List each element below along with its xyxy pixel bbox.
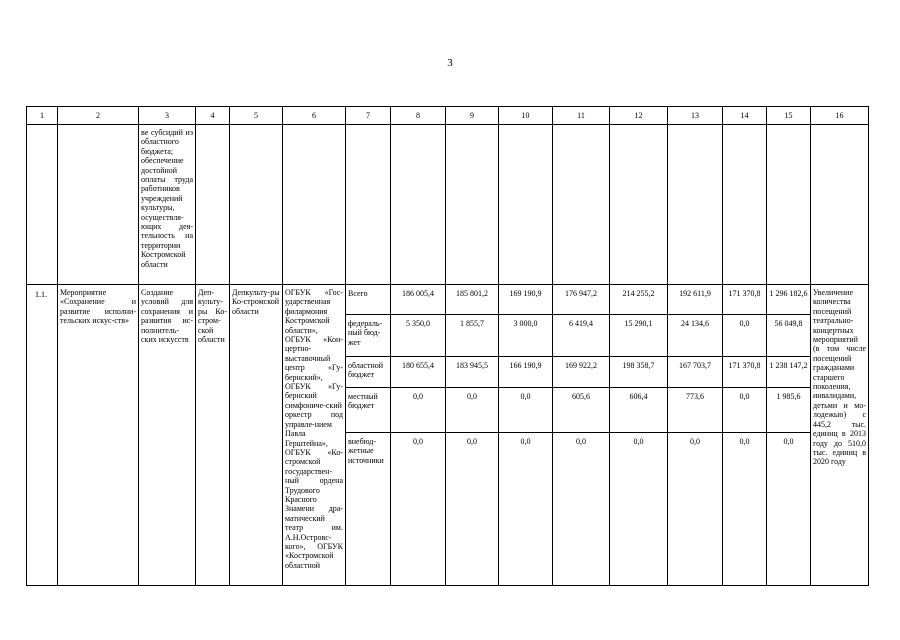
column-number: 8 [391,107,446,125]
funding-value: 0,0 [413,437,423,446]
funding-value: 0,0 [520,437,531,446]
measure-result: Увеличение количества посещений театрально-концертных мероприятий (в том числе посещений гражданами старшего поколения, инвалидами, детьми и мо-лодежью) с 445,2 тыс. единиц в 2013 году до 510,0 тыс. единиц в 2020 году [813,288,866,467]
funding-value: 0,0 [467,437,477,446]
funding-value: 198 358,7 [622,361,655,370]
page-number: 3 [447,57,453,69]
continued-goal-text: ве субсидий из областного бюджета; обеспечение достойной оплаты труда работников учреждений культуры, осуществля-ющих дея-тельность на территории Костромской области [141,128,193,269]
funding-source-label: местный бюджет [348,392,378,411]
column-number: 3 [139,107,196,125]
column-number: 10 [499,107,553,125]
column-number: 1 [27,107,58,125]
funding-value: 773,6 [686,392,704,401]
column-number: 4 [196,107,230,125]
measure-code: 1.1. [35,290,47,299]
funding-source-label: федераль-ный бюд-жет [348,319,383,347]
measure-responsible: Депкульту-ры Ко-стромской области [232,288,280,316]
funding-value: 6 419,4 [569,319,593,328]
measure-coordinator: Деп-культу-ры Ко-стром-ской области [198,288,227,345]
funding-value: 1 855,7 [460,319,484,328]
column-number: 13 [668,107,723,125]
funding-value: 186 005,4 [402,289,434,298]
funding-value: 214 255,2 [622,289,655,298]
funding-value: 56 049,8 [774,319,803,328]
funding-value: 183 945,5 [456,361,488,370]
funding-value: 1 296 182,6 [769,289,808,298]
column-number: 5 [230,107,283,125]
funding-row-total [27,285,869,315]
funding-value: 1 985,6 [776,392,801,401]
funding-value: 0,0 [633,437,644,446]
column-number: 15 [767,107,811,125]
continued-row [27,125,869,285]
funding-value: 176 947,2 [565,289,597,298]
column-number: 11 [553,107,610,125]
funding-value: 5 350,0 [406,319,430,328]
funding-source-label: областной бюджет [348,361,384,380]
funding-value: 0,0 [739,319,750,328]
funding-value: 24 134,6 [681,319,709,328]
funding-value: 171 370,8 [728,289,761,298]
column-number: 9 [446,107,499,125]
funding-value: 171 370,8 [728,361,761,370]
funding-value: 0,0 [520,392,531,401]
funding-value: 606,4 [629,392,648,401]
funding-value: 605,6 [572,392,590,401]
column-number: 2 [58,107,139,125]
column-number: 16 [811,107,869,125]
column-number: 12 [610,107,668,125]
funding-value: 15 290,1 [624,319,653,328]
measure-executors: ОГБУК «Гос-ударственная филармония Костромской области», ОГБУК «Кон-цертно-выставочный центр «Гу-бернский», ОГБУК «Гу-бернский симфониче-ский оркестр под управле-нием Павла Герштейна», ОГБУК «Ко-стромской государствен-ный ордена Трудового Красного Знамени дра-матический театр им. А.Н.Островс-кого», ОГБУК «Костромской областной [285,288,343,570]
funding-value: 192 611,9 [679,289,711,298]
measure-code-cell [27,285,58,586]
funding-value: 0,0 [690,437,700,446]
column-number-row [27,107,869,125]
funding-value: 166 190,9 [509,361,542,370]
funding-value: 0,0 [576,437,586,446]
funding-value: 0,0 [739,392,750,401]
funding-value: 0,0 [783,437,794,446]
measure-goal: Создание условий для сохранения и развития ис-полнитель-ских искусств [141,288,193,345]
funding-table [26,106,869,586]
funding-value: 185 801,2 [456,289,488,298]
funding-value: 0,0 [739,437,750,446]
funding-value: 0,0 [467,392,477,401]
funding-source-label: внебюд-жетные источники [348,437,384,465]
column-number: 14 [723,107,767,125]
funding-value: 169 922,2 [565,361,597,370]
funding-source-label: Всего [348,289,368,298]
measure-name: Мероприятие «Сохранение и развитие исполни-тельских искус-ств» [60,288,136,326]
funding-value: 169 190,9 [509,289,542,298]
funding-value: 0,0 [413,392,423,401]
column-number: 7 [346,107,391,125]
funding-value: 1 238 147,2 [769,361,808,370]
funding-value: 3 000,0 [513,319,538,328]
funding-value: 180 655,4 [402,361,434,370]
column-number: 6 [283,107,346,125]
funding-value: 167 703,7 [679,361,711,370]
